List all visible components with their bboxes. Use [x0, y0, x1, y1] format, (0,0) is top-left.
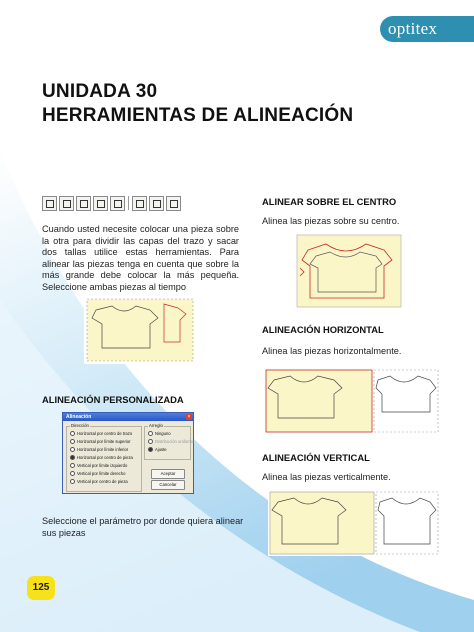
heading-horizontal: ALINEACIÓN HORIZONTAL — [262, 324, 384, 335]
arrange-group-label: Arreglo — [149, 423, 163, 428]
direction-group-label: Dirección — [71, 423, 89, 428]
align-top-icon — [93, 196, 108, 211]
brand-logo — [380, 16, 474, 42]
page-number: 125 — [27, 576, 55, 600]
heading-vertical: ALINEACIÓN VERTICAL — [262, 452, 370, 463]
close-icon[interactable]: × — [187, 414, 191, 420]
align-vertical-icon — [76, 196, 91, 211]
alignment-dialog — [62, 412, 194, 494]
svg-text:·: · — [122, 327, 123, 331]
figure-vertical-aligned — [268, 490, 440, 556]
toolbar-separator — [128, 196, 129, 210]
heading-center: ALINEAR SOBRE EL CENTRO — [262, 196, 397, 207]
arrange-option[interactable]: Distribución uniforme — [148, 439, 194, 444]
direction-option[interactable]: Horizontal por centro de trazo — [70, 431, 132, 436]
direction-option[interactable]: Vertical por centro de pieza — [70, 479, 128, 484]
align-center-icon — [42, 196, 57, 211]
desc-center: Alinea las piezas sobre su centro. — [262, 216, 400, 226]
align-bottom-icon — [110, 196, 125, 211]
arrange-option[interactable]: Ninguno — [148, 431, 171, 436]
brand-name: optitex — [388, 19, 438, 38]
cancel-button[interactable]: Cancelar — [151, 480, 185, 490]
title-line-2: HERRAMIENTAS DE ALINEACIÓN — [42, 105, 354, 126]
title-line-1: UNIDADA 30 — [42, 81, 158, 102]
direction-group — [66, 423, 142, 492]
figure-horizontal-aligned — [264, 366, 440, 438]
custom-footer-text: Seleccione el parámetro por donde quiera alinear sus piezas — [42, 516, 244, 538]
page-title — [42, 80, 353, 128]
alignment-toolbar — [42, 196, 181, 212]
align-left-icon — [132, 196, 147, 211]
direction-option[interactable]: Horizontal por límite inferior — [70, 447, 128, 452]
dialog-title: Alineación — [63, 413, 193, 421]
desc-horizontal: Alinea las piezas horizontalmente. — [262, 346, 402, 356]
desc-vertical: Alinea las piezas verticalmente. — [262, 472, 391, 482]
direction-option[interactable]: Vertical por límite izquierdo — [70, 463, 127, 468]
heading-custom: ALINEACIÓN PERSONALIZADA — [42, 394, 184, 405]
align-right-icon — [149, 196, 164, 211]
align-horizontal-icon — [59, 196, 74, 211]
intro-paragraph: Cuando usted necesite colocar una pieza sobre la otra para dividir las capas del trazo y sacar dos tallas utilice estas herramientas. Para alinear las piezas tenga en cuenta que sobre la más grande debe colocar la más pequeña. Seleccione ambas piezas al tiempo — [42, 224, 239, 292]
figure-center-aligned — [296, 234, 402, 308]
ok-button[interactable]: Aceptar — [151, 469, 185, 479]
arrange-group — [144, 423, 195, 460]
direction-option-selected[interactable]: Horizontal por centro de pieza — [70, 455, 133, 460]
align-custom-icon — [166, 196, 181, 211]
direction-option[interactable]: Horizontal por límite superior — [70, 439, 131, 444]
direction-option[interactable]: Vertical por límite derecho — [70, 471, 125, 476]
figure-two-pieces — [84, 296, 196, 364]
arrange-option-selected[interactable]: Ajuste — [148, 447, 167, 452]
